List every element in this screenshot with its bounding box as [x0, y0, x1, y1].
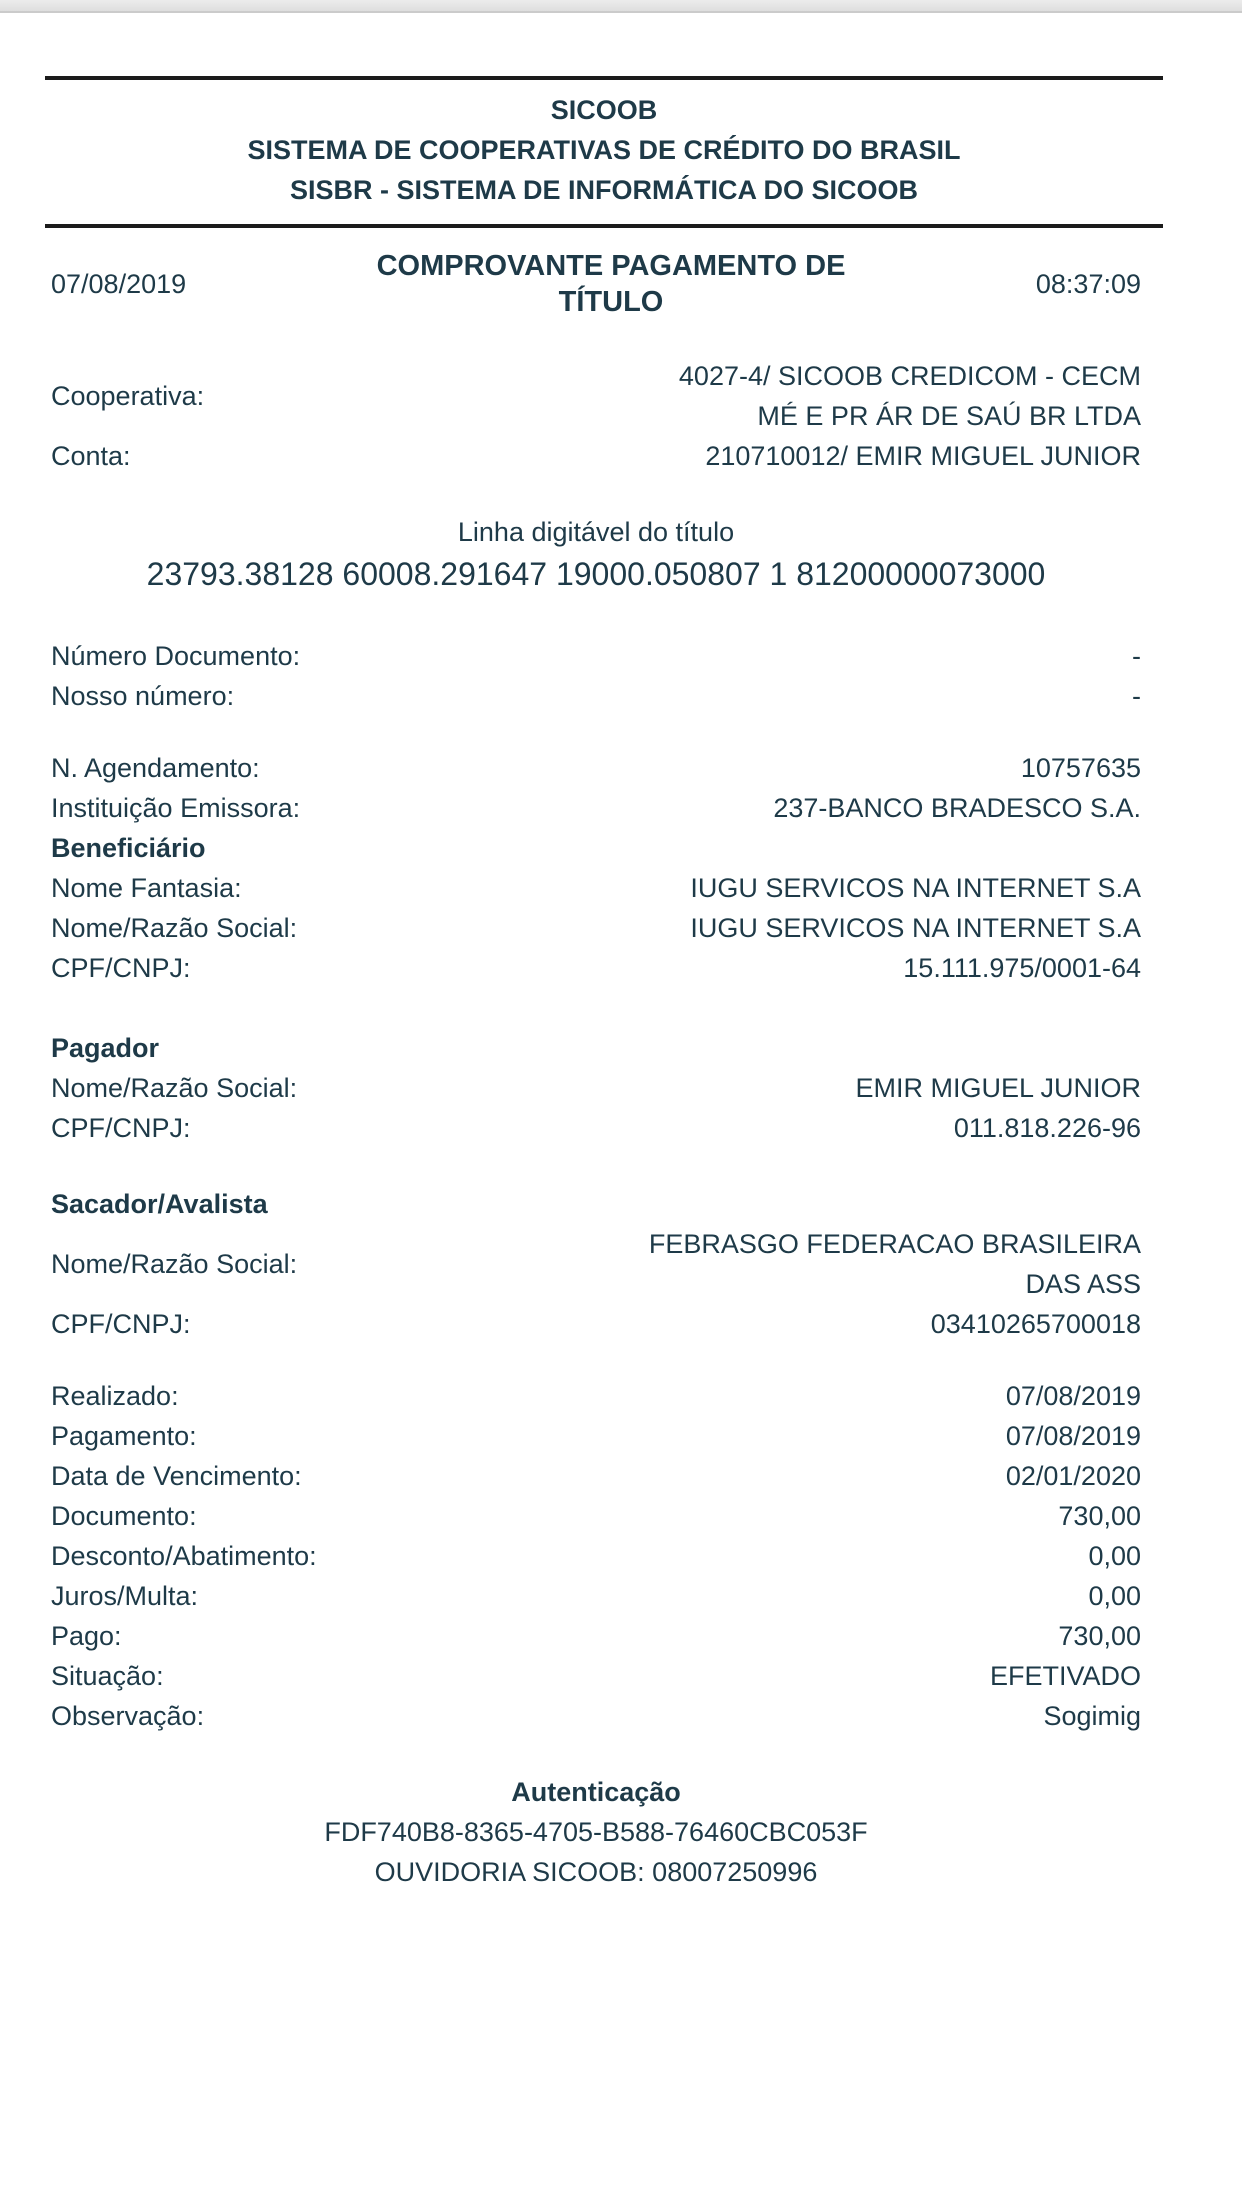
conta-label: Conta:	[51, 441, 131, 471]
receipt-time: 08:37:09	[1035, 269, 1141, 299]
pagador-razao-social-value: EMIR MIGUEL JUNIOR	[855, 1073, 1141, 1103]
juros-multa-value: 0,00	[1088, 1581, 1141, 1611]
numero-documento-value: -	[1132, 641, 1141, 671]
field-row-observacao	[45, 1696, 1163, 1736]
field-row-cooperativa	[45, 356, 1163, 436]
n-agendamento-label: N. Agendamento:	[51, 753, 260, 783]
realizado-label: Realizado:	[51, 1381, 179, 1411]
field-row-beneficiario-razao-social	[45, 908, 1163, 948]
beneficiario-razao-social-value: IUGU SERVICOS NA INTERNET S.A	[690, 913, 1141, 943]
pagador-cpf-cnpj-label: CPF/CNPJ:	[51, 1113, 191, 1143]
field-row-situacao	[45, 1656, 1163, 1696]
field-row-sacador-razao-social	[45, 1224, 1163, 1304]
field-row-nome-fantasia	[45, 868, 1163, 908]
nosso-numero-label: Nosso número:	[51, 681, 235, 711]
sacador-razao-social-label: Nome/Razão Social:	[51, 1249, 298, 1279]
top-status-bar	[0, 0, 1242, 13]
account-section	[45, 356, 1163, 476]
linha-digitavel-label: Linha digitável do título	[457, 517, 735, 547]
pago-label: Pago:	[51, 1621, 122, 1651]
field-row-juros-multa	[45, 1576, 1163, 1616]
cooperativa-value: 4027-4/ SICOOB CREDICOM - CECM MÉ E PR ÁR DE SAÚ BR LTDA	[678, 361, 1141, 431]
sacador-cpf-cnpj-value: 03410265700018	[930, 1309, 1141, 1339]
org-subtitle-2: SISBR - SISTEMA DE INFORMÁTICA DO SICOOB	[289, 175, 918, 205]
receipt-document	[45, 76, 1163, 1892]
nosso-numero-value: -	[1132, 681, 1141, 711]
org-name: SICOOB	[550, 95, 658, 125]
sacador-avalista-section	[45, 1184, 1163, 1344]
conta-value: 210710012/ EMIR MIGUEL JUNIOR	[705, 441, 1141, 471]
agendamento-beneficiario-section	[45, 748, 1163, 988]
situacao-value: EFETIVADO	[989, 1661, 1141, 1691]
field-row-documento-valor	[45, 1496, 1163, 1536]
field-row-n-agendamento	[45, 748, 1163, 788]
documento-valor-value: 730,00	[1058, 1501, 1141, 1531]
observacao-label: Observação:	[51, 1701, 205, 1731]
document-numbers-section	[45, 636, 1163, 716]
pagador-heading: Pagador	[51, 1033, 160, 1063]
sacador-razao-social-value: FEBRASGO FEDERACAO BRASILEIRA DAS ASS	[648, 1229, 1141, 1299]
pagador-section	[45, 1028, 1163, 1148]
linha-digitavel-value: 23793.38128 60008.291647 19000.050807 1 81200000073000	[146, 556, 1046, 592]
header-rule-bottom	[45, 224, 1163, 228]
field-row-pagador-cpf-cnpj	[45, 1108, 1163, 1148]
field-row-pagador-razao-social	[45, 1068, 1163, 1108]
field-row-conta	[45, 436, 1163, 476]
title-bar	[45, 248, 1163, 320]
realizado-value: 07/08/2019	[1005, 1381, 1141, 1411]
desconto-abatimento-label: Desconto/Abatimento:	[51, 1541, 317, 1571]
n-agendamento-value: 10757635	[1020, 753, 1141, 783]
org-subtitle-1: SISTEMA DE COOPERATIVAS DE CRÉDITO DO BRASIL	[247, 135, 961, 165]
field-row-sacador-cpf-cnpj	[45, 1304, 1163, 1344]
bank-header	[45, 80, 1163, 224]
pagamento-section	[45, 1376, 1163, 1736]
beneficiario-cpf-cnpj-label: CPF/CNPJ:	[51, 953, 191, 983]
sacador-cpf-cnpj-label: CPF/CNPJ:	[51, 1309, 191, 1339]
situacao-label: Situação:	[51, 1661, 164, 1691]
desconto-abatimento-value: 0,00	[1088, 1541, 1141, 1571]
data-vencimento-label: Data de Vencimento:	[51, 1461, 302, 1491]
documento-valor-label: Documento:	[51, 1501, 197, 1531]
field-row-instituicao-emissora	[45, 788, 1163, 828]
nome-fantasia-value: IUGU SERVICOS NA INTERNET S.A	[690, 873, 1141, 903]
instituicao-emissora-value: 237-BANCO BRADESCO S.A.	[773, 793, 1141, 823]
field-row-desconto-abatimento	[45, 1536, 1163, 1576]
field-row-pagamento	[45, 1416, 1163, 1456]
page-title: COMPROVANTE PAGAMENTO DE TÍTULO	[376, 250, 846, 318]
cooperativa-label: Cooperativa:	[51, 381, 205, 411]
observacao-value: Sogimig	[1043, 1701, 1141, 1731]
sacador-avalista-heading: Sacador/Avalista	[51, 1189, 268, 1219]
numero-documento-label: Número Documento:	[51, 641, 301, 671]
receipt-date: 07/08/2019	[51, 269, 187, 299]
pago-value: 730,00	[1058, 1621, 1141, 1651]
beneficiario-razao-social-label: Nome/Razão Social:	[51, 913, 298, 943]
beneficiario-cpf-cnpj-value: 15.111.975/0001-64	[903, 953, 1141, 983]
data-vencimento-value: 02/01/2020	[1005, 1461, 1141, 1491]
field-row-pago	[45, 1616, 1163, 1656]
juros-multa-label: Juros/Multa:	[51, 1581, 199, 1611]
autenticacao-section	[45, 1772, 1163, 1892]
linha-digitavel-section	[45, 512, 1163, 596]
ouvidoria-line: OUVIDORIA SICOOB: 08007250996	[374, 1857, 818, 1887]
pagamento-value: 07/08/2019	[1005, 1421, 1141, 1451]
pagador-cpf-cnpj-value: 011.818.226-96	[953, 1113, 1141, 1143]
nome-fantasia-label: Nome Fantasia:	[51, 873, 242, 903]
autenticacao-codigo: FDF740B8-8365-4705-B588-76460CBC053F	[324, 1817, 868, 1847]
field-row-beneficiario-cpf-cnpj	[45, 948, 1163, 988]
pagador-razao-social-label: Nome/Razão Social:	[51, 1073, 298, 1103]
field-row-nosso-numero	[45, 676, 1163, 716]
beneficiario-heading: Beneficiário	[51, 833, 206, 863]
field-row-numero-documento	[45, 636, 1163, 676]
field-row-realizado	[45, 1376, 1163, 1416]
autenticacao-heading: Autenticação	[511, 1777, 681, 1807]
field-row-data-vencimento	[45, 1456, 1163, 1496]
pagamento-label: Pagamento:	[51, 1421, 197, 1451]
instituicao-emissora-label: Instituição Emissora:	[51, 793, 301, 823]
